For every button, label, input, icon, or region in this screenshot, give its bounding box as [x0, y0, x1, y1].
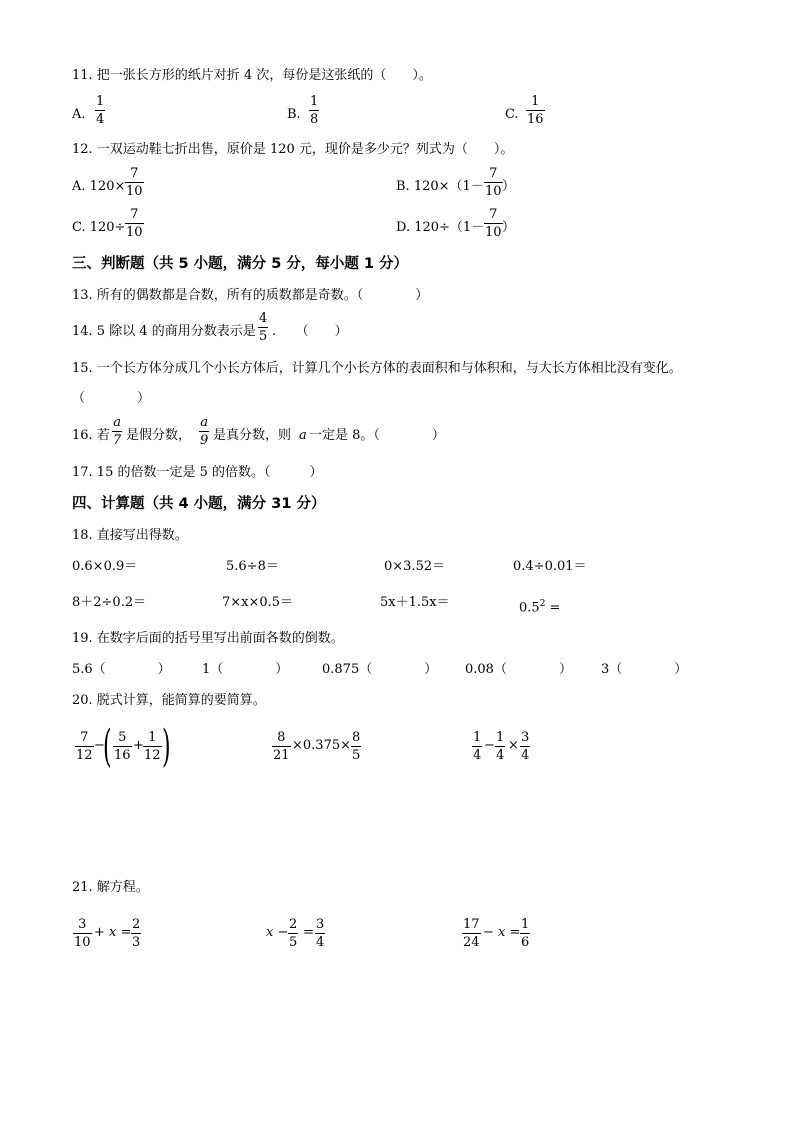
numerator: 1 — [96, 94, 105, 109]
section3-title: 三、判断题（共 5 小题，满分 5 分，每小题 1 分） — [72, 256, 409, 272]
q12-option-b-close: ） — [502, 179, 516, 194]
section4-title: 四、计算题（共 4 小题，满分 31 分） — [72, 496, 326, 512]
fraction-bar — [95, 110, 105, 111]
fraction-bar — [125, 223, 144, 224]
q15-text: 15. 一个长方体分成几个小长方体后，计算几个小长方体的表面积和与体积和，与大长方体相比没有变化。 — [72, 361, 682, 376]
q19-stem: 19. 在数字后面的括号里写出前面各数的倒数。 — [72, 631, 344, 646]
numerator: 7 — [130, 166, 139, 181]
fraction-bar — [258, 327, 268, 328]
q18-item: 7×x×0.5＝ — [222, 595, 294, 610]
q21-e2-prefix: x − — [266, 925, 289, 940]
denominator: 16 — [527, 112, 544, 127]
q12-stem: 12. 一双运动鞋七折出售，原价是 120 元，现价是多少元？列式为（ ）。 — [72, 142, 514, 157]
q21-e1-middle: + x = — [94, 925, 132, 940]
q12-option-a-fraction — [125, 166, 144, 199]
q20-e1-minus: − — [94, 738, 105, 753]
numerator: 7 — [489, 207, 498, 222]
q21-e2-fraction-2 — [315, 917, 325, 950]
q13-text: 13. 所有的偶数都是合数，所有的质数都是奇数。（ ） — [72, 288, 429, 303]
q12-option-a-label: A. 120× — [72, 179, 126, 194]
numerator: 3 — [316, 917, 325, 932]
q16-text-mid1: 是假分数， — [126, 428, 192, 443]
q21-e1-fraction-2 — [131, 917, 141, 950]
fraction-bar — [73, 933, 92, 934]
numerator: a — [200, 415, 209, 430]
q21-stem: 21. 解方程。 — [72, 880, 149, 895]
numerator: 1 — [148, 730, 157, 745]
numerator: 2 — [132, 917, 141, 932]
denominator: 12 — [76, 748, 93, 763]
fraction-bar — [472, 746, 482, 747]
numerator: 3 — [521, 730, 530, 745]
q20-e3-fraction-1 — [472, 730, 482, 763]
q14-text-pre: 14. 5 除以 4 的商用分数表示是 — [72, 324, 256, 339]
q20-e2-middle: ×0.375× — [292, 738, 352, 753]
denominator: 16 — [114, 748, 131, 763]
q20-e1-right-paren: ) — [162, 721, 171, 772]
q20-e3-fraction-2 — [495, 730, 505, 763]
denominator: 5 — [352, 748, 361, 763]
q12-option-b-label: B. 120×（1－ — [396, 179, 484, 194]
q12-option-c-label: C. 120÷ — [72, 220, 126, 235]
q20-e1-plus: + — [133, 738, 144, 753]
denominator: 6 — [521, 935, 530, 950]
q11-option-b-fraction — [309, 94, 319, 127]
denominator: 24 — [463, 935, 480, 950]
q18-item: 8＋2÷0.2＝ — [72, 595, 147, 610]
numerator: a — [113, 415, 122, 430]
numerator: 7 — [80, 730, 89, 745]
q19-item: 1（ ） — [202, 662, 289, 677]
q14-fraction — [258, 311, 268, 344]
fraction-bar — [143, 746, 162, 747]
q18-stem: 18. 直接写出得数。 — [72, 528, 188, 543]
fraction-bar — [484, 182, 503, 183]
numerator: 2 — [289, 917, 298, 932]
numerator: 8 — [352, 730, 361, 745]
denominator: 4 — [496, 748, 505, 763]
q11-option-b-label: B. — [287, 107, 301, 122]
fraction-bar — [351, 746, 361, 747]
q20-e2-fraction-2 — [351, 730, 361, 763]
q19-item: 0.875（ ） — [322, 662, 438, 677]
square-base: 0.5 — [519, 600, 540, 616]
q18-square-expression — [519, 596, 560, 616]
fraction-bar — [526, 110, 545, 111]
q21-e3-fraction-2 — [520, 917, 530, 950]
denominator: 4 — [316, 935, 325, 950]
denominator: 10 — [126, 184, 143, 199]
q21-e2-fraction-1 — [288, 917, 298, 950]
q20-e3-times: × — [508, 738, 519, 753]
fraction-bar — [495, 746, 505, 747]
fraction-bar — [484, 223, 503, 224]
q21-e3-middle: − x = — [483, 925, 521, 940]
q15-answer-paren: （ ） — [72, 391, 151, 406]
fraction-bar — [131, 933, 141, 934]
q20-e1-fraction-3 — [143, 730, 162, 763]
q16-fraction-a-over-7 — [112, 415, 122, 448]
q12-option-d-label: D. 120÷（1－ — [396, 220, 485, 235]
q14-text-post: . （ ） — [272, 324, 348, 339]
q11-stem: 11. 把一张长方形的纸片对折 4 次，每份是这张纸的（ ）。 — [72, 68, 432, 83]
fraction-bar — [272, 746, 291, 747]
q18-item: 0.4÷0.01＝ — [513, 559, 587, 574]
q20-e3-fraction-3 — [520, 730, 530, 763]
q20-e1-left-paren: ( — [103, 721, 112, 772]
numerator: 7 — [130, 207, 139, 222]
q20-e2-fraction-1 — [272, 730, 291, 763]
numerator: 1 — [521, 917, 530, 932]
q20-e1-fraction-2 — [113, 730, 132, 763]
denominator: 5 — [259, 329, 268, 344]
q19-item: 5.6（ ） — [72, 662, 171, 677]
denominator: 10 — [485, 184, 502, 199]
q12-option-c-fraction — [125, 207, 144, 240]
q21-e1-fraction-1 — [73, 917, 92, 950]
fraction-bar — [315, 933, 325, 934]
q16-variable-a: a — [299, 428, 307, 443]
fraction-bar — [75, 746, 94, 747]
q21-e2-equals: = — [303, 925, 314, 940]
numerator: 8 — [277, 730, 286, 745]
q20-e3-minus: − — [484, 738, 495, 753]
square-equals: = — [545, 600, 561, 616]
q11-option-c-fraction — [526, 94, 545, 127]
denominator: 5 — [289, 935, 298, 950]
q16-text-mid2: 是真分数，则 — [213, 428, 292, 443]
q18-item: 0×3.52＝ — [384, 559, 446, 574]
fraction-bar — [462, 933, 481, 934]
fraction-bar — [520, 933, 530, 934]
q17-text: 17. 15 的倍数一定是 5 的倍数。（ ） — [72, 465, 323, 480]
numerator: 17 — [463, 917, 480, 932]
denominator: 10 — [126, 225, 143, 240]
q12-option-d-fraction — [484, 207, 503, 240]
q20-stem: 20. 脱式计算，能简算的要简算。 — [72, 693, 266, 708]
numerator: 3 — [78, 917, 87, 932]
denominator: 8 — [310, 112, 319, 127]
q18-item: 0.6×0.9＝ — [72, 559, 138, 574]
q12-option-b-fraction — [484, 166, 503, 199]
fraction-bar — [309, 110, 319, 111]
q16-fraction-a-over-9 — [199, 415, 209, 448]
denominator: 4 — [473, 748, 482, 763]
square-exponent: 2 — [539, 599, 546, 609]
numerator: 7 — [489, 166, 498, 181]
denominator: 7 — [113, 433, 122, 448]
fraction-bar — [125, 182, 144, 183]
fraction-bar — [112, 431, 122, 432]
q12-option-d-close: ） — [502, 220, 516, 235]
q16-text-post: 一定是 8。（ ） — [309, 428, 445, 443]
q19-item: 0.08（ ） — [465, 662, 572, 677]
numerator: 1 — [531, 94, 540, 109]
denominator: 9 — [200, 433, 209, 448]
denominator: 10 — [485, 225, 502, 240]
denominator: 10 — [74, 935, 91, 950]
numerator: 5 — [118, 730, 127, 745]
numerator: 1 — [310, 94, 319, 109]
q18-item: 5x＋1.5x＝ — [380, 595, 450, 610]
numerator: 4 — [259, 311, 268, 326]
q20-e1-fraction-1 — [75, 730, 94, 763]
q18-item: 5.6÷8＝ — [226, 559, 279, 574]
q19-item: 3（ ） — [601, 662, 688, 677]
denominator: 3 — [132, 935, 141, 950]
fraction-bar — [113, 746, 132, 747]
fraction-bar — [288, 933, 298, 934]
fraction-bar — [520, 746, 530, 747]
q11-option-c-label: C. — [505, 107, 519, 122]
denominator: 4 — [96, 112, 105, 127]
fraction-bar — [199, 431, 209, 432]
numerator: 1 — [473, 730, 482, 745]
denominator: 12 — [144, 748, 161, 763]
q11-option-a-fraction — [95, 94, 105, 127]
q11-option-a-label: A. — [72, 107, 86, 122]
numerator: 1 — [496, 730, 505, 745]
q16-text-pre: 16. 若 — [72, 428, 110, 443]
denominator: 21 — [273, 748, 290, 763]
denominator: 4 — [521, 748, 530, 763]
q21-e3-fraction-1 — [462, 917, 481, 950]
